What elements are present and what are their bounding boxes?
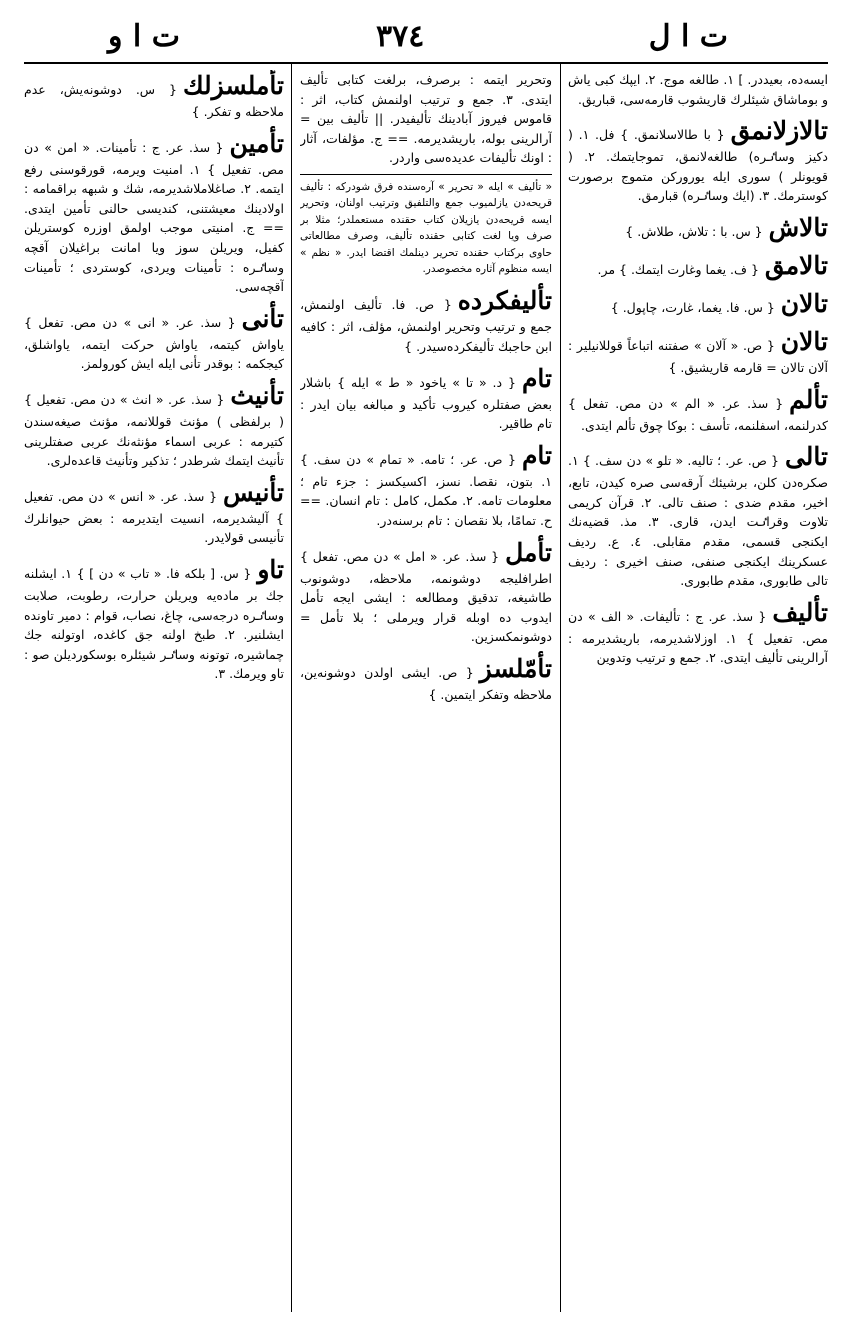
entry-definition: { ص. « آلان » صفتنه اتباعاً قوللانيلير : آلان تالان = قارمه قاريشيق. } bbox=[568, 337, 828, 375]
dictionary-entry bbox=[300, 653, 552, 705]
entry-headword: تأمل bbox=[505, 537, 552, 567]
usage-note bbox=[300, 174, 552, 277]
dictionary-entry bbox=[300, 363, 552, 434]
entry-definition: « تأليف » ايله « تحرير » آره‌سنده فرق شودركه : تأليف قريحه‌دن يازلميوب جمع والتلفيق وترتيب اولنان، وتحرير ايسه قريحه‌دن يازيلان كتاب حقنده مستعملدر؛ مثلا بر صرف ويا لغت كتابى حقنده تأليف، وصرف مطالعاتى حاوى بركتاب حقنده تحرير دينلمك اقتضا ايدر. « نظم » ايسه منظوم آثاره مخصوصدر. bbox=[300, 180, 552, 275]
entry-definition: { ف. يغما وغارت ايتمك. } مر. bbox=[597, 261, 759, 277]
dictionary-entry bbox=[568, 115, 828, 206]
dictionary-entry bbox=[568, 326, 828, 378]
dictionary-entry bbox=[568, 212, 828, 244]
entry-headword: تأليف bbox=[772, 597, 828, 627]
dictionary-entry bbox=[24, 477, 284, 548]
page-number: ٣٧٤ bbox=[376, 19, 425, 54]
dictionary-entry bbox=[300, 440, 552, 531]
entry-headword: تالى bbox=[784, 442, 828, 472]
column-middle bbox=[300, 70, 552, 1310]
dictionary-entry bbox=[300, 70, 552, 168]
page-header bbox=[0, 0, 848, 64]
entry-headword: تام bbox=[521, 440, 552, 470]
entry-definition: { سذ. عر. « انث » دن مص. تفعيل } ( برلفظى ) مؤنث قوللانمه، مؤنث صيغه‌سندن كتيرمه : عربى اسماء مؤنثه‌نك عربى صفتلرينى تأنيث ايتمك شرطدر ؛ تذكير وتأنيث قاعده‌لرى. bbox=[24, 391, 284, 469]
entry-definition: { س. دوشونه‌يش، عدم ملاحظه و تفكر. } bbox=[24, 82, 284, 119]
entry-definition: ايسه‌ده، بعيددر. ] ١. طالغه موج. ٢. ايپك كبى ياش و بوماشاق شيئلرك قاريشوب قارمه‌سى، قباريق. bbox=[568, 72, 828, 107]
dictionary-entry bbox=[568, 288, 828, 320]
column-divider-right bbox=[560, 62, 561, 1312]
entry-definition: { س. فا. يغما، غارت، چاپول. } bbox=[610, 299, 775, 315]
entry-definition: { ص. فا. تأليف اولنمش، جمع و ترتيب وتحرير اولنمش، مؤلف، اثر : كافيه ابن حاجبك تأليفكرده‌سيدر. } bbox=[300, 297, 552, 354]
entry-headword: تأنى bbox=[241, 303, 284, 333]
entry-definition: { سذ. عر. « انى » دن مص. تفعل } ياواش كيتمه، ياواش حركت ايتمه، ياواشلق، كيجكمه : بوقدر تأنى ايله ايش كورولمز. bbox=[24, 314, 284, 372]
entry-headword: تأمين bbox=[229, 128, 284, 158]
entry-definition: { ص. ايشى اولدن دوشونه‌ين، ملاحظه وتفكر ايتمين. } bbox=[300, 664, 552, 702]
header-right-guide-letters: ت ا ل bbox=[648, 19, 728, 54]
dictionary-entry bbox=[24, 70, 284, 122]
entry-headword: تأمّلسز bbox=[479, 653, 552, 683]
entry-headword: تاو bbox=[257, 554, 284, 584]
entry-definition: { د. « تا » ياخود « ط » ايله } باشلار بعض صفتلره كيروب تأكيد و مبالغه بيان ايدر : تام طاقير. bbox=[300, 374, 552, 432]
dictionary-entry bbox=[568, 441, 828, 591]
entry-definition: { سذ. عر. « الم » دن مص. تفعل } كدرلنمه، اسفلنمه، تأسف : بوكا چوق تألم ايتدى. bbox=[568, 395, 828, 433]
entry-definition: { س. با : تلاش، طلاش. } bbox=[625, 223, 763, 239]
header-left-guide-letters: ت ا و bbox=[108, 19, 180, 54]
entry-definition: { سذ. عر. ج : تأمينات. « امن » دن مص. تفعيل } ١. امنيت ويرمه، قورقوسنى رفع ايتمه. ٢. صاغلاملاشديرمه، شك و شبهه براقمامه : اولادينك معيشتنى، كنديسى حالنى تأمين ايتدى. == ج. امنيتى موجب اولمق اوزره كوستريلن كفيل، ويريلن سوز ويا امانت براغيلان آقچه وساٸره : تأمينات ويردى، كوستردى ؛ تأمينات آقچه‌سى. bbox=[24, 139, 284, 295]
column-right bbox=[568, 70, 828, 1310]
entry-headword: تألم bbox=[789, 384, 828, 414]
dictionary-entry bbox=[568, 70, 828, 109]
entry-definition: { با طالاسلانمق. } فل. ١. ( دكيز وساٸره) طالغه‌لانمق، تموجايتمك. ٢. ( قويونلر ) سورى ايله يورورکن متموج برصورت كوسترمك. ٣. (ايك وساٸره) قبارمق. bbox=[568, 127, 828, 204]
entry-definition: { سذ. عر. « انس » دن مص. تفعيل } آليشديرمه، انسيت ايتديرمه : بعض حيوانلرك تأنيسى قولايدر. bbox=[24, 488, 284, 546]
dictionary-entry bbox=[24, 128, 284, 297]
entry-headword: تالان bbox=[780, 288, 828, 318]
entry-definition: { س. [ بلكه فا. « تاب » دن ] } ١. ايشلنه جك بر ماده‌يه ويريلن حرارت، رطوبت، صلابت وساٸره درجه‌سى، چاغ، نصاب، قوام : دمير تاوندە ايشلنير. ٢. طبخ اولنه جق كاغده، اوتولنه جك چماشيره، توتونه وساٸر شيئلره بوسكورديلن صو : تاو ويرمك. ٣. bbox=[24, 565, 284, 682]
entry-headword: تأنيث bbox=[230, 380, 284, 410]
entry-definition: { سذ. عر. « امل » دن مص. تفعل } اطرافليجه دوشونمه، ملاحظه، دوشونوب طاشيغه، تدقيق ومطالعه : ايشى ايجه تأمل ايدوب ده اوبله قرار ويرملى ؛ بلا تأمل = دوشونمكسزين. bbox=[300, 548, 552, 645]
dictionary-entry bbox=[568, 597, 828, 668]
column-left bbox=[24, 70, 284, 1310]
dictionary-entry bbox=[24, 554, 284, 684]
entry-headword: تأليفكرده bbox=[457, 286, 552, 316]
dictionary-entry bbox=[568, 250, 828, 282]
entry-headword: تالازلانمق bbox=[730, 116, 828, 146]
entry-definition: { سذ. عر. ج : تأليفات. « الف » دن مص. تفعيل } ١. اوزلاشديرمه، باريشديرمه : آرالرينى تأليف ايتدى. ٢. جمع و ترتيب وتدوين bbox=[568, 608, 828, 666]
dictionary-entry bbox=[24, 303, 284, 374]
entry-headword: تالامق bbox=[764, 250, 828, 280]
entry-definition: { ص. عر. ؛ تامه. « تمام » دن سف. } ١. بتون، نقصا. نسز، اكسيكسز : جزء تام ؛ معلومات تامه. ٢. مكمل، كامل : تام انسان. == ح. تمامًا، بلا نقصان : تام برسنه‌در. bbox=[300, 451, 552, 528]
entry-headword: تأنيس bbox=[223, 477, 284, 507]
entry-headword: تالاش bbox=[768, 212, 828, 242]
entry-definition: { ص. عر. ؛ تاليه. « تلو » دن سف. } ١. صكره‌دن كلن، برشيئك آرقه‌سى صره كيدن، تابع، اخير، مقدم ضدى : صنف تالى. ٢. قرآن كريمى تلاوت وقراٸت ايدن، قارى. ٣. مذ. قضيه‌نك ايكنجى قسمى، مقدم مقابلى. ٤. ع. رديف عسكرينك ايكنجى صنفى، صنف اخيرى : رديف تالى طابورى، مقدم طابورى. bbox=[568, 453, 828, 589]
entry-definition: وتحرير ايتمه : برصرف، برلغت كتابى تأليف ايتدى. ٣. جمع و ترتيب اولنمش كتاب، اثر : قاموس فيروز آبادينك تأليفيدر. || تأليف بين = آرالرينى بوله، باريشديرمه. == ج. مؤلفات، آثار : اونك تأليفات عديده‌سى واردر. bbox=[300, 72, 552, 166]
dictionary-entry bbox=[24, 380, 284, 471]
entry-headword: تأملسزلك bbox=[182, 71, 284, 100]
dictionary-entry bbox=[568, 384, 828, 436]
dictionary-entry bbox=[300, 537, 552, 647]
column-divider-left bbox=[291, 62, 292, 1312]
header-rule bbox=[24, 62, 828, 64]
entry-headword: تالان bbox=[780, 326, 828, 356]
entry-headword: تام bbox=[521, 363, 552, 393]
dictionary-entry bbox=[300, 285, 552, 356]
